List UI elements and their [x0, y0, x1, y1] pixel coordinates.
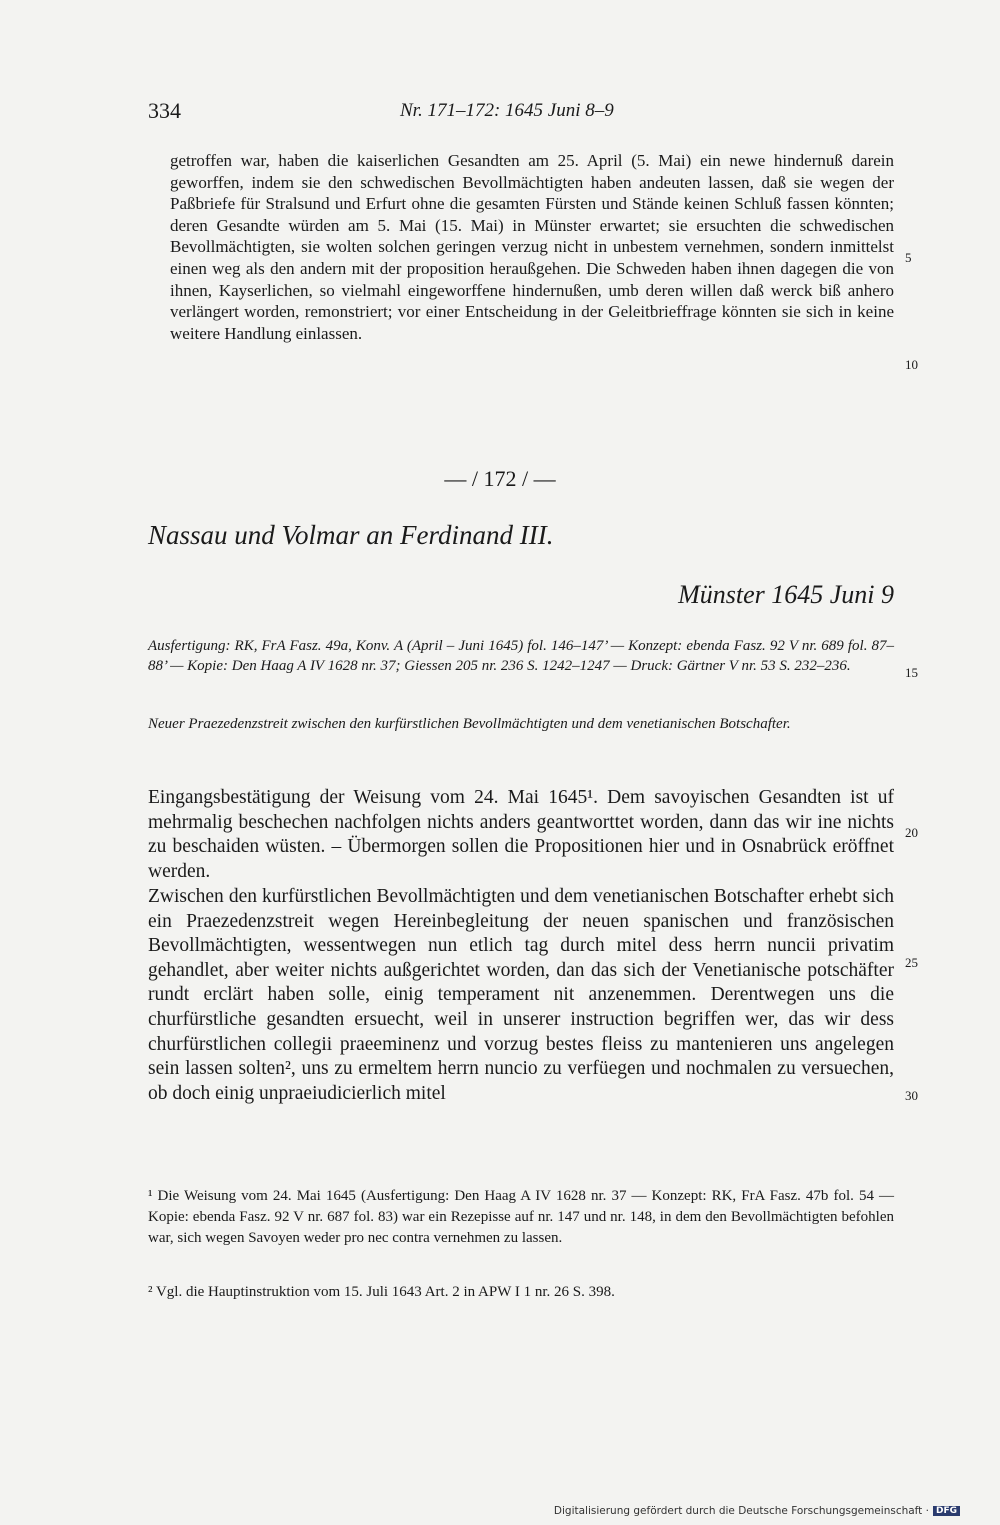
body-paragraph-2: Zwischen den kurfürstlichen Bevollmächtigten und dem venetianischen Botschafter erhebt sich ein Praezedenzstreit wegen Hereinbegleitung der neuen spanischen und französischen Bevollmächtigten, wessentwegen nun etlich tag durch mitel dess herrn nuncii privatim gehandlet, aber weiter nichts außgerichtet worden, dan das sich der Venetianische potschäfter rundt erclärt haben solle, einig temperament nit anzenemmen. Derentwegen uns die churfürstliche gesandten ersuecht, weil in unserer instruction begriffen wer, das wir dess churfürstlichen collegii praeeminenz und vorzug bestes fleiss zu mantenieren uns angelegen sein lassen solten², uns zu ermeltem herrn nuncio zu verfüegen und nochmalen zu versuechen, ob doch einig unpraeiudicierlich mitel: [148, 886, 894, 1104]
digitization-footer: [554, 1505, 960, 1517]
page-number: 334: [148, 98, 181, 123]
document-number: — / 172 / —: [444, 466, 556, 491]
line-number-20: 20: [905, 825, 918, 840]
footnote-1: ¹ Die Weisung vom 24. Mai 1645 (Ausfertigung: Den Haag A IV 1628 nr. 37 — Konzept: RK, FrA Fasz. 47b fol. 54 — Kopie: ebenda Fasz. 92 V nr. 687 fol. 83) war ein Rezepisse auf nr. 147 und nr. 148, in dem den Bevollmächtigten befohlen war, sich wegen Savoyen weder pro nec contra vernehmen zu lassen.: [148, 1188, 894, 1246]
document-heading: Nassau und Volmar an Ferdinand III.: [148, 520, 554, 550]
running-title: Nr. 171–172: 1645 Juni 8–9: [400, 100, 614, 121]
body-paragraph-1: Eingangsbestätigung der Weisung vom 24. Mai 1645¹. Dem savoyischen Gesandten ist uf mehrmalig beschechen nachfolgen nichts anders geantworttet worden, dann das wir ine nichts zu beschaiden wüsten. – Übermorgen sollen die Propositionen hier und in Osnabrück eröffnet werden.: [148, 787, 894, 882]
footer-text: Digitalisierung gefördert durch die Deutsche Forschungsgemeinschaft ·: [553, 1505, 929, 1517]
continuation-text: getroffen war, haben die kaiserlichen Gesandten am 25. April (5. Mai) ein newe hindernuß darein geworffen, indem sie den schwedischen Bevollmächtigten haben andeuten lassen, daß sie wegen der Paßbriefe für Stralsund und Erfurt ohne die gesamten Fürsten und Stände keinen Schluß fassen könnten; deren Gesandte würden am 5. Mai (15. Mai) in Münster erwartet; sie ersuchten die schwedischen Bevollmächtigten, sie wolten solchen geringen verzug nicht in unbestem vernehmen, sondern inmittelst einen weg als den andern mit der proposition heraußgehen. Die Schweden haben ihnen dagegen die von ihnen, Kayserlichen, so vielmahl eingeworffene hindernußen, umb deren willen daß werck biß anhero verlängert worden, remonstriert; vor einer Entscheidung in der Geleitbrieffrage könnten sie sich in keine weitere Handlung einlassen.: [170, 151, 894, 343]
document-summary: Neuer Praezedenzstreit zwischen den kurfürstlichen Bevollmächtigten und dem venetianischen Botschafter.: [148, 716, 791, 732]
line-number-15: 15: [905, 665, 918, 680]
line-number-30: 30: [905, 1088, 918, 1103]
line-number-5: 5: [905, 250, 912, 265]
footnote-2: ² Vgl. die Hauptinstruktion vom 15. Juli 1643 Art. 2 in APW I 1 nr. 26 S. 398.: [148, 1284, 615, 1300]
line-number-25: 25: [905, 955, 918, 970]
line-number-10: 10: [905, 357, 918, 372]
dfg-logo: DFG: [933, 1506, 960, 1516]
source-references: Ausfertigung: RK, FrA Fasz. 49a, Konv. A (April – Juni 1645) fol. 146–147’ — Konzept: ebenda Fasz. 92 V nr. 689 fol. 87–88’ — Kopie: Den Haag A IV 1628 nr. 37; Giessen 205 nr. 236 S. 1242–1247 — Druck: Gärtner V nr. 53 S. 232–236.: [148, 638, 894, 674]
place-date: Münster 1645 Juni 9: [678, 580, 894, 609]
